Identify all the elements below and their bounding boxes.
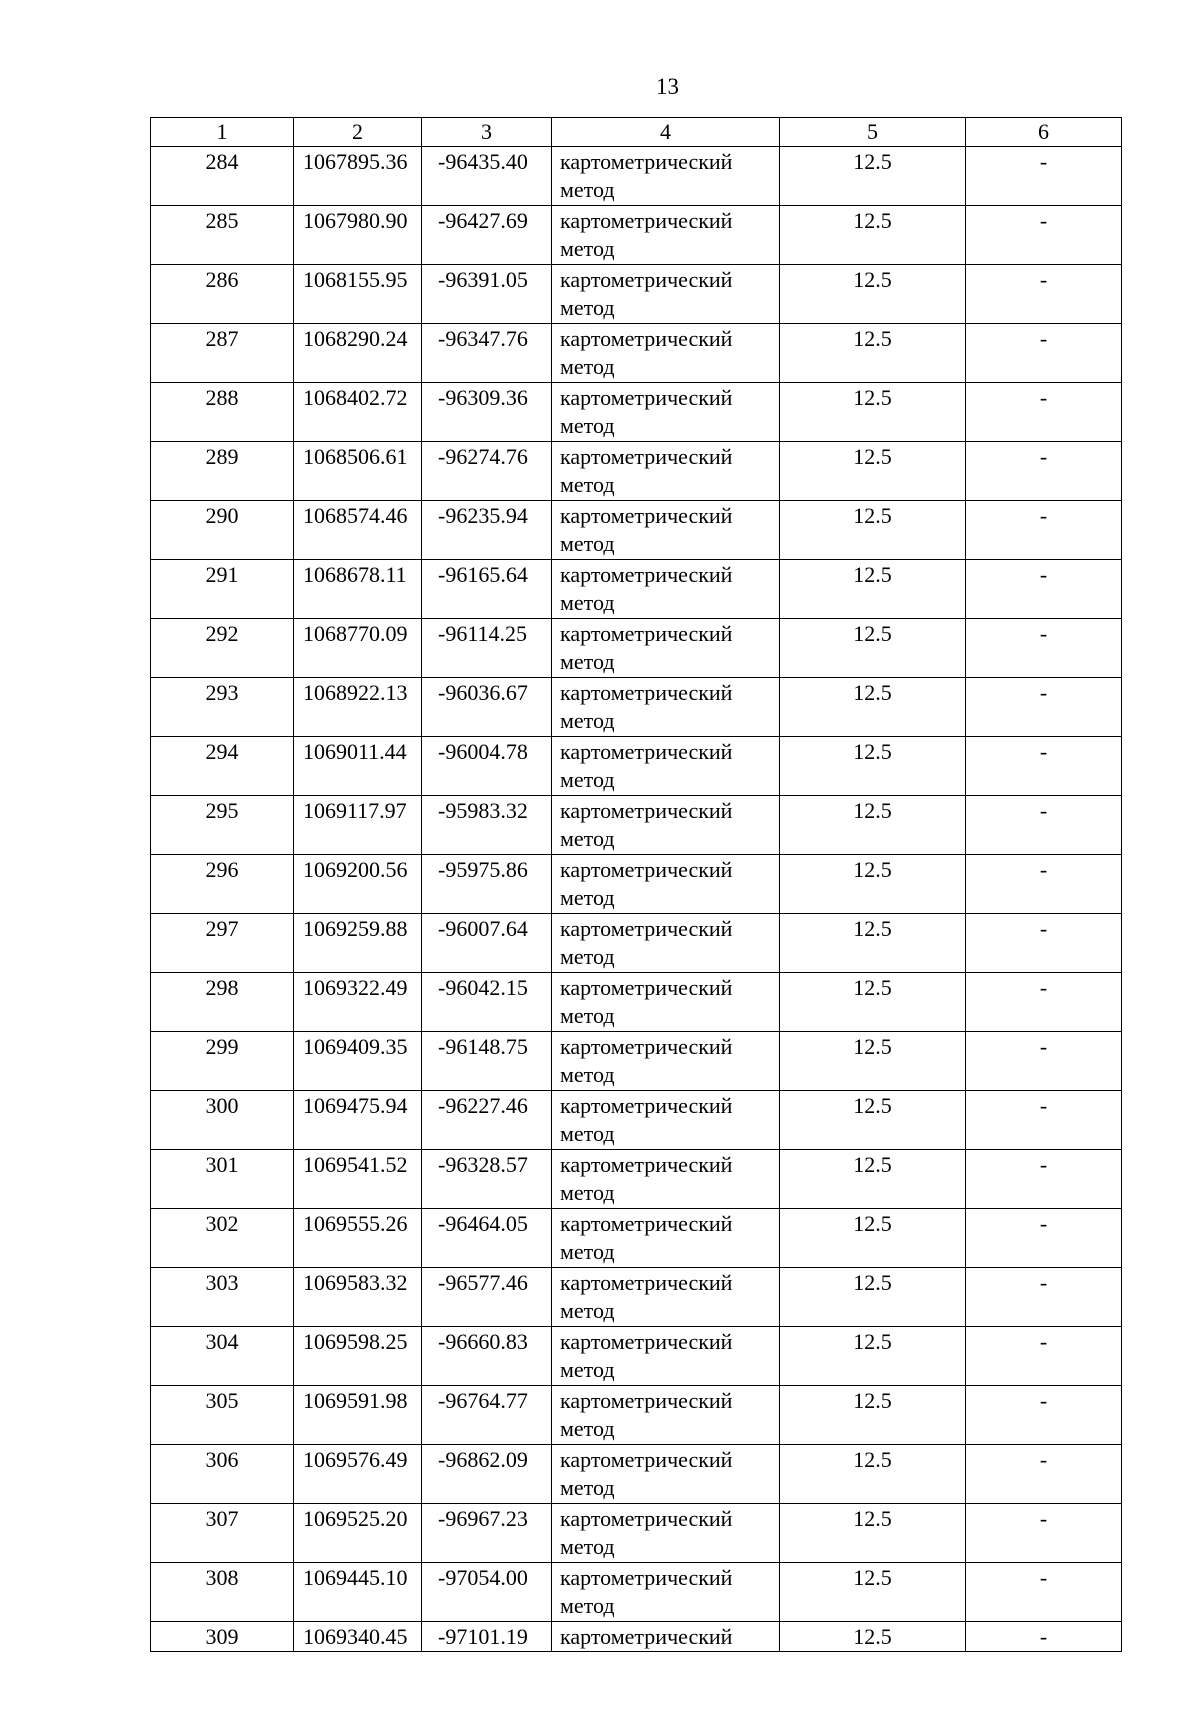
method-line-1: картометрический bbox=[560, 1388, 733, 1413]
method-line-1: картометрический bbox=[560, 1093, 733, 1118]
note-cell: - bbox=[966, 1504, 1122, 1563]
accuracy-cell: 12.5 bbox=[780, 560, 966, 619]
accuracy-cell: 12.5 bbox=[780, 737, 966, 796]
table-row bbox=[151, 1209, 1122, 1268]
note-cell: - bbox=[966, 619, 1122, 678]
x-coordinate-cell: 1069409.35 bbox=[294, 1032, 422, 1091]
method-line-1: картометрический bbox=[560, 267, 733, 292]
method-cell bbox=[552, 1327, 780, 1386]
table-row bbox=[151, 1268, 1122, 1327]
method-cell bbox=[552, 147, 780, 206]
x-coordinate-cell: 1069011.44 bbox=[294, 737, 422, 796]
table-row bbox=[151, 1150, 1122, 1209]
point-number-cell: 287 bbox=[151, 324, 294, 383]
accuracy-cell: 12.5 bbox=[780, 973, 966, 1032]
point-number-cell: 289 bbox=[151, 442, 294, 501]
note-cell: - bbox=[966, 560, 1122, 619]
method-cell bbox=[552, 796, 780, 855]
method-line-2: метод bbox=[560, 472, 615, 497]
method-line-2: метод bbox=[560, 1121, 615, 1146]
x-coordinate-cell: 1068922.13 bbox=[294, 678, 422, 737]
x-coordinate-cell: 1068770.09 bbox=[294, 619, 422, 678]
method-line-2: метод bbox=[560, 295, 615, 320]
method-line-2: метод bbox=[560, 1593, 615, 1618]
note-cell: - bbox=[966, 914, 1122, 973]
x-coordinate-cell: 1069117.97 bbox=[294, 796, 422, 855]
table-row bbox=[151, 442, 1122, 501]
point-number-cell: 299 bbox=[151, 1032, 294, 1091]
method-line-2: метод bbox=[560, 1239, 615, 1264]
y-coordinate-cell: -95975.86 bbox=[422, 855, 552, 914]
method-cell bbox=[552, 1268, 780, 1327]
table-row bbox=[151, 206, 1122, 265]
y-coordinate-cell: -96042.15 bbox=[422, 973, 552, 1032]
table-row bbox=[151, 619, 1122, 678]
method-cell bbox=[552, 678, 780, 737]
note-cell: - bbox=[966, 1386, 1122, 1445]
method-line-2: метод bbox=[560, 708, 615, 733]
accuracy-cell: 12.5 bbox=[780, 1032, 966, 1091]
method-line-1: картометрический bbox=[560, 798, 733, 823]
method-line-1: картометрический bbox=[560, 1624, 733, 1649]
y-coordinate-cell: -96427.69 bbox=[422, 206, 552, 265]
method-line-2: метод bbox=[560, 1416, 615, 1441]
table-row bbox=[151, 1445, 1122, 1504]
point-number-cell: 300 bbox=[151, 1091, 294, 1150]
table-row bbox=[151, 1327, 1122, 1386]
y-coordinate-cell: -96235.94 bbox=[422, 501, 552, 560]
accuracy-cell: 12.5 bbox=[780, 206, 966, 265]
table-row bbox=[151, 737, 1122, 796]
x-coordinate-cell: 1069340.45 bbox=[294, 1622, 422, 1652]
x-coordinate-cell: 1069200.56 bbox=[294, 855, 422, 914]
table-row bbox=[151, 678, 1122, 737]
y-coordinate-cell: -96114.25 bbox=[422, 619, 552, 678]
table-row bbox=[151, 147, 1122, 206]
method-line-2: метод bbox=[560, 531, 615, 556]
y-coordinate-cell: -96660.83 bbox=[422, 1327, 552, 1386]
note-cell: - bbox=[966, 265, 1122, 324]
accuracy-cell: 12.5 bbox=[780, 855, 966, 914]
method-cell bbox=[552, 1622, 780, 1652]
method-line-1: картометрический bbox=[560, 621, 733, 646]
method-line-1: картометрический bbox=[560, 916, 733, 941]
column-header-1: 1 bbox=[151, 118, 294, 147]
accuracy-cell: 12.5 bbox=[780, 1268, 966, 1327]
method-line-2: метод bbox=[560, 885, 615, 910]
x-coordinate-cell: 1069322.49 bbox=[294, 973, 422, 1032]
y-coordinate-cell: -96967.23 bbox=[422, 1504, 552, 1563]
point-number-cell: 297 bbox=[151, 914, 294, 973]
y-coordinate-cell: -96036.67 bbox=[422, 678, 552, 737]
accuracy-cell: 12.5 bbox=[780, 1622, 966, 1652]
method-cell bbox=[552, 914, 780, 973]
accuracy-cell: 12.5 bbox=[780, 1563, 966, 1622]
accuracy-cell: 12.5 bbox=[780, 1209, 966, 1268]
point-number-cell: 306 bbox=[151, 1445, 294, 1504]
method-line-1: картометрический bbox=[560, 680, 733, 705]
y-coordinate-cell: -97101.19 bbox=[422, 1622, 552, 1652]
method-cell bbox=[552, 1445, 780, 1504]
method-line-2: метод bbox=[560, 590, 615, 615]
note-cell: - bbox=[966, 1563, 1122, 1622]
note-cell: - bbox=[966, 973, 1122, 1032]
table-row bbox=[151, 973, 1122, 1032]
x-coordinate-cell: 1069525.20 bbox=[294, 1504, 422, 1563]
method-line-1: картометрический bbox=[560, 385, 733, 410]
point-number-cell: 305 bbox=[151, 1386, 294, 1445]
note-cell: - bbox=[966, 737, 1122, 796]
note-cell: - bbox=[966, 501, 1122, 560]
x-coordinate-cell: 1067895.36 bbox=[294, 147, 422, 206]
accuracy-cell: 12.5 bbox=[780, 147, 966, 206]
table-row bbox=[151, 1091, 1122, 1150]
method-line-1: картометрический bbox=[560, 975, 733, 1000]
point-number-cell: 302 bbox=[151, 1209, 294, 1268]
method-cell bbox=[552, 442, 780, 501]
y-coordinate-cell: -96328.57 bbox=[422, 1150, 552, 1209]
column-header-6: 6 bbox=[966, 118, 1122, 147]
method-cell bbox=[552, 1091, 780, 1150]
table-row bbox=[151, 383, 1122, 442]
method-cell bbox=[552, 1150, 780, 1209]
accuracy-cell: 12.5 bbox=[780, 619, 966, 678]
page-number: 13 bbox=[656, 74, 679, 99]
method-line-1: картометрический bbox=[560, 739, 733, 764]
point-number-cell: 298 bbox=[151, 973, 294, 1032]
note-cell: - bbox=[966, 442, 1122, 501]
method-line-2: метод bbox=[560, 1298, 615, 1323]
note-cell: - bbox=[966, 1268, 1122, 1327]
note-cell: - bbox=[966, 206, 1122, 265]
x-coordinate-cell: 1069475.94 bbox=[294, 1091, 422, 1150]
point-number-cell: 303 bbox=[151, 1268, 294, 1327]
point-number-cell: 292 bbox=[151, 619, 294, 678]
point-number-cell: 307 bbox=[151, 1504, 294, 1563]
method-line-1: картометрический bbox=[560, 326, 733, 351]
table-row bbox=[151, 1504, 1122, 1563]
method-line-2: метод bbox=[560, 1534, 615, 1559]
table-row bbox=[151, 914, 1122, 973]
y-coordinate-cell: -96464.05 bbox=[422, 1209, 552, 1268]
x-coordinate-cell: 1069541.52 bbox=[294, 1150, 422, 1209]
accuracy-cell: 12.5 bbox=[780, 1327, 966, 1386]
method-line-1: картометрический bbox=[560, 857, 733, 882]
accuracy-cell: 12.5 bbox=[780, 914, 966, 973]
method-line-2: метод bbox=[560, 177, 615, 202]
note-cell: - bbox=[966, 855, 1122, 914]
point-number-cell: 290 bbox=[151, 501, 294, 560]
point-number-cell: 291 bbox=[151, 560, 294, 619]
accuracy-cell: 12.5 bbox=[780, 1150, 966, 1209]
table-row bbox=[151, 560, 1122, 619]
point-number-cell: 293 bbox=[151, 678, 294, 737]
table-row bbox=[151, 1563, 1122, 1622]
x-coordinate-cell: 1068402.72 bbox=[294, 383, 422, 442]
method-line-1: картометрический bbox=[560, 1152, 733, 1177]
accuracy-cell: 12.5 bbox=[780, 1386, 966, 1445]
method-line-2: метод bbox=[560, 649, 615, 674]
y-coordinate-cell: -96435.40 bbox=[422, 147, 552, 206]
method-line-1: картометрический bbox=[560, 1270, 733, 1295]
table-row bbox=[151, 1386, 1122, 1445]
y-coordinate-cell: -95983.32 bbox=[422, 796, 552, 855]
method-cell bbox=[552, 383, 780, 442]
point-number-cell: 309 bbox=[151, 1622, 294, 1652]
note-cell: - bbox=[966, 1091, 1122, 1150]
method-cell bbox=[552, 560, 780, 619]
method-line-1: картометрический bbox=[560, 444, 733, 469]
method-line-1: картометрический bbox=[560, 562, 733, 587]
note-cell: - bbox=[966, 1445, 1122, 1504]
accuracy-cell: 12.5 bbox=[780, 1091, 966, 1150]
method-cell bbox=[552, 1209, 780, 1268]
x-coordinate-cell: 1069591.98 bbox=[294, 1386, 422, 1445]
method-line-2: метод bbox=[560, 1475, 615, 1500]
accuracy-cell: 12.5 bbox=[780, 265, 966, 324]
table-header-row bbox=[151, 118, 1122, 147]
method-cell bbox=[552, 737, 780, 796]
method-line-2: метод bbox=[560, 1062, 615, 1087]
note-cell: - bbox=[966, 383, 1122, 442]
method-line-1: картометрический bbox=[560, 1211, 733, 1236]
table-row bbox=[151, 796, 1122, 855]
y-coordinate-cell: -96862.09 bbox=[422, 1445, 552, 1504]
method-cell bbox=[552, 973, 780, 1032]
x-coordinate-cell: 1069583.32 bbox=[294, 1268, 422, 1327]
method-cell bbox=[552, 501, 780, 560]
accuracy-cell: 12.5 bbox=[780, 442, 966, 501]
method-cell bbox=[552, 1032, 780, 1091]
x-coordinate-cell: 1069576.49 bbox=[294, 1445, 422, 1504]
accuracy-cell: 12.5 bbox=[780, 678, 966, 737]
point-number-cell: 294 bbox=[151, 737, 294, 796]
column-header-2: 2 bbox=[294, 118, 422, 147]
y-coordinate-cell: -96165.64 bbox=[422, 560, 552, 619]
column-header-4: 4 bbox=[552, 118, 780, 147]
point-number-cell: 301 bbox=[151, 1150, 294, 1209]
note-cell: - bbox=[966, 796, 1122, 855]
column-header-3: 3 bbox=[422, 118, 552, 147]
x-coordinate-cell: 1069259.88 bbox=[294, 914, 422, 973]
x-coordinate-cell: 1068506.61 bbox=[294, 442, 422, 501]
method-line-1: картометрический bbox=[560, 1506, 733, 1531]
y-coordinate-cell: -96764.77 bbox=[422, 1386, 552, 1445]
point-number-cell: 304 bbox=[151, 1327, 294, 1386]
method-line-1: картометрический bbox=[560, 208, 733, 233]
method-line-2: метод bbox=[560, 944, 615, 969]
y-coordinate-cell: -96148.75 bbox=[422, 1032, 552, 1091]
point-number-cell: 296 bbox=[151, 855, 294, 914]
table-row bbox=[151, 855, 1122, 914]
method-line-2: метод bbox=[560, 826, 615, 851]
table-row bbox=[151, 265, 1122, 324]
note-cell: - bbox=[966, 1032, 1122, 1091]
method-cell bbox=[552, 619, 780, 678]
x-coordinate-cell: 1068574.46 bbox=[294, 501, 422, 560]
method-line-2: метод bbox=[560, 413, 615, 438]
method-line-2: метод bbox=[560, 236, 615, 261]
method-cell bbox=[552, 855, 780, 914]
x-coordinate-cell: 1068678.11 bbox=[294, 560, 422, 619]
y-coordinate-cell: -96004.78 bbox=[422, 737, 552, 796]
method-cell bbox=[552, 265, 780, 324]
table-row bbox=[151, 324, 1122, 383]
method-line-2: метод bbox=[560, 1003, 615, 1028]
method-cell bbox=[552, 1504, 780, 1563]
y-coordinate-cell: -96227.46 bbox=[422, 1091, 552, 1150]
y-coordinate-cell: -97054.00 bbox=[422, 1563, 552, 1622]
x-coordinate-cell: 1068290.24 bbox=[294, 324, 422, 383]
y-coordinate-cell: -96007.64 bbox=[422, 914, 552, 973]
note-cell: - bbox=[966, 1209, 1122, 1268]
method-line-2: метод bbox=[560, 1357, 615, 1382]
accuracy-cell: 12.5 bbox=[780, 383, 966, 442]
method-line-1: картометрический bbox=[560, 149, 733, 174]
x-coordinate-cell: 1069598.25 bbox=[294, 1327, 422, 1386]
method-line-2: метод bbox=[560, 767, 615, 792]
x-coordinate-cell: 1069445.10 bbox=[294, 1563, 422, 1622]
note-cell: - bbox=[966, 1327, 1122, 1386]
method-line-1: картометрический bbox=[560, 1565, 733, 1590]
note-cell: - bbox=[966, 1622, 1122, 1652]
point-number-cell: 284 bbox=[151, 147, 294, 206]
table-row bbox=[151, 501, 1122, 560]
note-cell: - bbox=[966, 324, 1122, 383]
point-number-cell: 288 bbox=[151, 383, 294, 442]
method-line-1: картометрический bbox=[560, 1447, 733, 1472]
point-number-cell: 286 bbox=[151, 265, 294, 324]
note-cell: - bbox=[966, 147, 1122, 206]
coordinates-table bbox=[150, 117, 1122, 1652]
note-cell: - bbox=[966, 1150, 1122, 1209]
column-header-5: 5 bbox=[780, 118, 966, 147]
y-coordinate-cell: -96347.76 bbox=[422, 324, 552, 383]
method-line-2: метод bbox=[560, 1180, 615, 1205]
x-coordinate-cell: 1069555.26 bbox=[294, 1209, 422, 1268]
accuracy-cell: 12.5 bbox=[780, 324, 966, 383]
method-cell bbox=[552, 324, 780, 383]
point-number-cell: 295 bbox=[151, 796, 294, 855]
y-coordinate-cell: -96309.36 bbox=[422, 383, 552, 442]
accuracy-cell: 12.5 bbox=[780, 796, 966, 855]
method-line-1: картометрический bbox=[560, 1034, 733, 1059]
point-number-cell: 308 bbox=[151, 1563, 294, 1622]
accuracy-cell: 12.5 bbox=[780, 501, 966, 560]
y-coordinate-cell: -96577.46 bbox=[422, 1268, 552, 1327]
x-coordinate-cell: 1068155.95 bbox=[294, 265, 422, 324]
method-line-2: метод bbox=[560, 354, 615, 379]
table-row bbox=[151, 1032, 1122, 1091]
point-number-cell: 285 bbox=[151, 206, 294, 265]
accuracy-cell: 12.5 bbox=[780, 1504, 966, 1563]
y-coordinate-cell: -96274.76 bbox=[422, 442, 552, 501]
method-cell bbox=[552, 206, 780, 265]
x-coordinate-cell: 1067980.90 bbox=[294, 206, 422, 265]
method-line-1: картометрический bbox=[560, 1329, 733, 1354]
note-cell: - bbox=[966, 678, 1122, 737]
method-line-1: картометрический bbox=[560, 503, 733, 528]
y-coordinate-cell: -96391.05 bbox=[422, 265, 552, 324]
method-cell bbox=[552, 1563, 780, 1622]
table-row bbox=[151, 1622, 1122, 1652]
method-cell bbox=[552, 1386, 780, 1445]
accuracy-cell: 12.5 bbox=[780, 1445, 966, 1504]
